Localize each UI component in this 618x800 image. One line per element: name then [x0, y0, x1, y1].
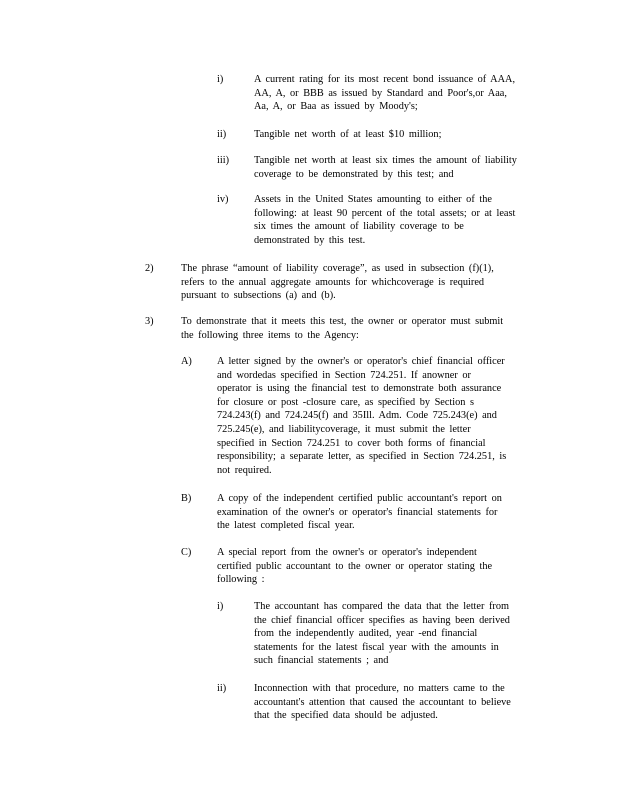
text-line: following : — [217, 574, 265, 586]
item-text — [254, 128, 534, 142]
text-line: pursuant to subsections (a) and (b). — [181, 290, 336, 302]
text-line: To demonstrate that it meets this test, the owner or operator must submit — [181, 316, 504, 327]
text-line: the chief financial officer specifies as having been derived — [254, 614, 510, 626]
text-line: that the specified data should be adjusted. — [254, 710, 438, 722]
text-line: examination of the owner's or operator's financial statements for — [217, 506, 498, 518]
text-line: Assets in the United States amounting to either of the — [254, 194, 492, 205]
text-line: Aa, A, or Baa as issued by Moody's; — [254, 101, 418, 113]
item-marker: i) — [217, 74, 224, 85]
text-line: Tangible net worth of at least $10 million; — [254, 129, 442, 140]
text-line: A copy of the independent certified public accountant's report on — [217, 493, 502, 504]
text-line: Inconnection with that procedure, no matters came to the — [254, 683, 505, 694]
text-line: demonstrated by this test. — [254, 234, 366, 246]
text-line: responsibility; a separate letter, as specified in Section 724.251, is — [217, 451, 507, 463]
item-marker: B) — [181, 493, 192, 504]
text-line: A current rating for its most recent bond issuance of AAA, — [254, 74, 516, 85]
text-line: not required. — [217, 464, 272, 476]
text-line: from the independently audited, year -end financial — [254, 628, 478, 640]
item-text — [254, 682, 534, 723]
item-text — [181, 315, 526, 342]
text-line: specified in Section 724.251 to cover both forms of financial — [217, 437, 486, 449]
text-line: refers to the annual aggregate amounts for whichcoverage is required — [181, 276, 485, 288]
item-text — [217, 492, 532, 533]
item-marker: 2) — [145, 263, 154, 274]
text-line: 724.243(f) and 724.245(f) and 35Ill. Adm. Code 725.243(e) and — [217, 410, 497, 422]
item-marker: A) — [181, 356, 192, 367]
text-line: A special report from the owner's or operator's independent — [217, 547, 477, 558]
text-line: operator is using the financial test to demonstrate both assurance — [217, 383, 502, 395]
text-line: six times the amount of liability coverage to be — [254, 221, 464, 233]
text-line: such financial statements ; and — [254, 655, 389, 667]
text-line: following: at least 90 percent of the total assets; or at least — [254, 207, 516, 219]
text-line: The accountant has compared the data that the letter from — [254, 601, 510, 612]
item-marker: i) — [217, 601, 224, 612]
item-marker: 3) — [145, 316, 154, 327]
text-line: 725.245(e), and liabilitycoverage, it must submit the letter — [217, 423, 471, 435]
item-text — [217, 355, 532, 477]
text-line: accountant's attention that caused the accountant to believe — [254, 696, 511, 708]
text-line: coverage to be demonstrated by this test; and — [254, 168, 454, 180]
item-marker: ii) — [217, 683, 227, 694]
text-line: certified public accountant to the owner or operator stating the — [217, 560, 493, 572]
item-marker: ii) — [217, 129, 227, 140]
text-line: the following three items to the Agency: — [181, 329, 359, 341]
item-text — [217, 546, 514, 587]
item-marker: iii) — [217, 155, 230, 166]
item-text — [254, 600, 528, 668]
text-line: the latest completed fiscal year. — [217, 520, 355, 532]
item-marker: iv) — [217, 194, 229, 205]
item-text — [254, 73, 534, 114]
item-text — [181, 262, 526, 303]
item-text — [254, 193, 534, 247]
item-text — [254, 154, 534, 181]
text-line: statements for the latest fiscal year with the amounts in — [254, 641, 499, 653]
text-line: Tangible net worth at least six times the amount of liability — [254, 155, 517, 166]
item-marker: C) — [181, 547, 192, 558]
text-line: for closure or post -closure care, as specified by Section s — [217, 396, 475, 408]
text-line: A letter signed by the owner's or operator's chief financial officer — [217, 356, 505, 367]
text-line: and wordedas specified in Section 724.251. If anowner or — [217, 369, 471, 381]
text-line: AA, A, or BBB as issued by Standard and Poor's,or Aaa, — [254, 87, 507, 99]
text-line: The phrase “amount of liability coverage”, as used in subsection (f)(1), — [181, 263, 494, 274]
